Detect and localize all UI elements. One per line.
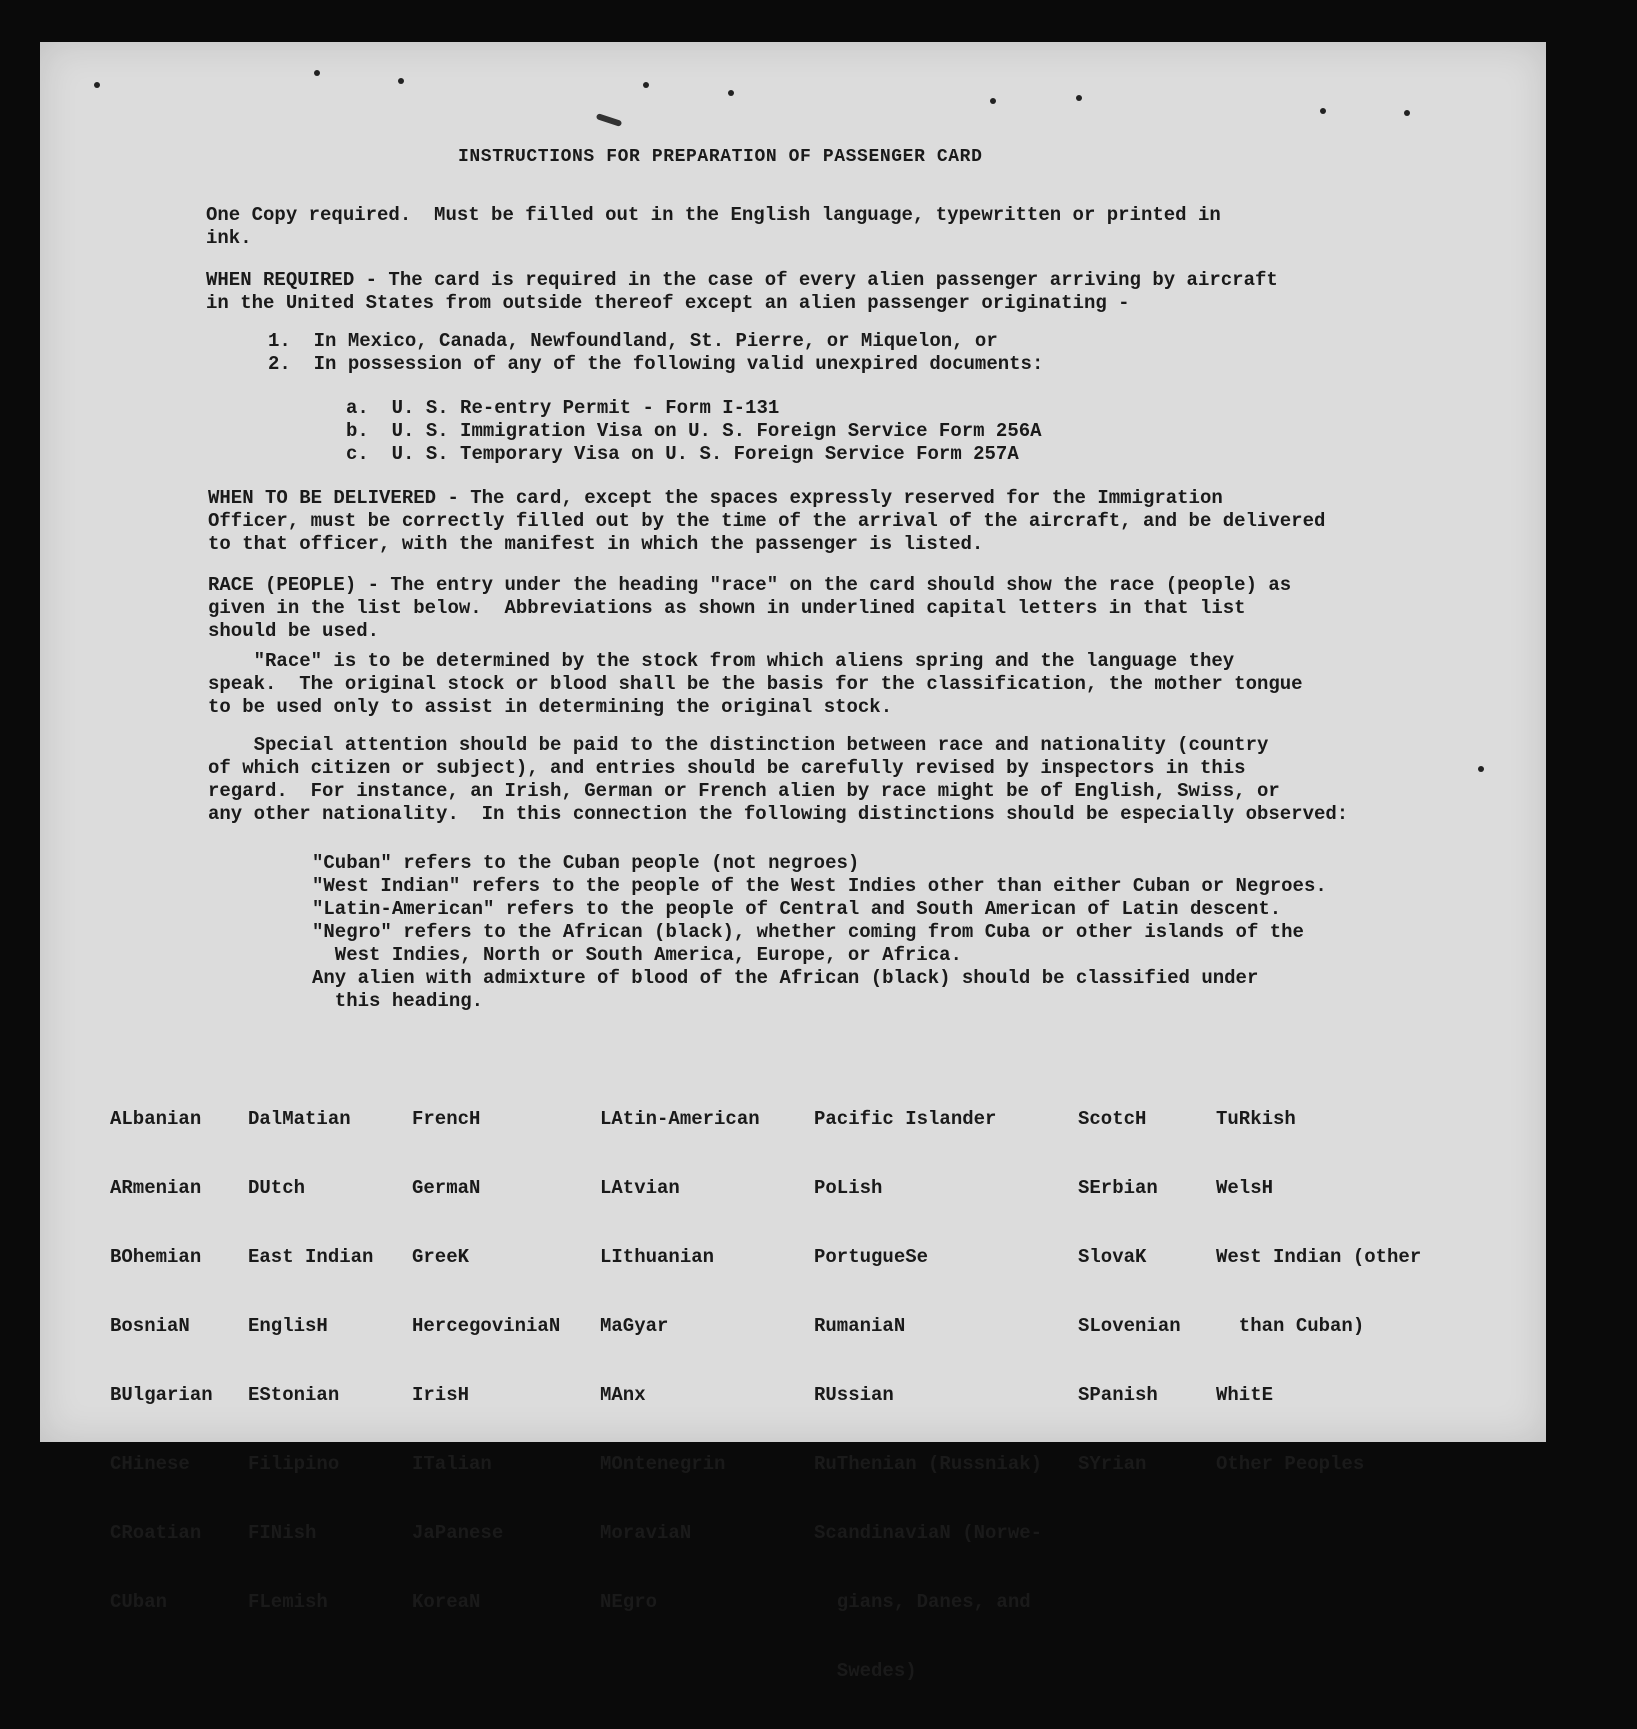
text-line: "Race" is to be determined by the stock from which aliens spring and the language they — [208, 650, 1235, 672]
text-line: ink. — [206, 227, 252, 249]
race-item: ARmenian — [110, 1177, 202, 1199]
when-delivered-paragraph — [208, 487, 1325, 556]
text-line: One Copy required. Must be filled out in the English language, typewritten or printed in — [206, 204, 1221, 226]
race-item: WelsH — [1216, 1177, 1274, 1199]
race-item: than Cuban) — [1216, 1315, 1365, 1337]
text-line: to that officer, with the manifest in which the passenger is listed. — [208, 533, 984, 555]
text-line: should be used. — [208, 620, 380, 642]
race-item: Swedes) — [814, 1660, 917, 1682]
distinctions-list — [312, 852, 1327, 1013]
punch-dot — [94, 82, 100, 88]
race-item: SErbian — [1078, 1177, 1158, 1199]
race-column — [814, 1062, 1042, 1729]
race-item: PortugueSe — [814, 1246, 929, 1268]
race-item: Other Peoples — [1216, 1453, 1365, 1475]
document-page — [40, 42, 1546, 1682]
race-item: BOhemian — [110, 1246, 202, 1268]
text-line: West Indies, North or South America, Europe, or Africa. — [312, 944, 962, 966]
list-text: In possession of any of the following valid unexpired documents: — [313, 353, 1044, 375]
race-item: Filipino — [248, 1453, 340, 1475]
race-item: RUssian — [814, 1384, 894, 1406]
punch-dot — [1478, 766, 1484, 772]
text-line: Any alien with admixture of blood of the African (black) should be classified under — [312, 967, 1259, 989]
race-item: EStonian — [248, 1384, 340, 1406]
list-item — [268, 330, 1043, 353]
race-item: JaPanese — [412, 1522, 504, 1544]
race-item: MOntenegrin — [600, 1453, 726, 1475]
race-column — [248, 1062, 373, 1660]
list-text: U. S. Re-entry Permit - Form I-131 — [391, 397, 780, 419]
text-line: regard. For instance, an Irish, German or French alien by race might be of English, Swiss, or — [208, 780, 1280, 802]
race-item: HercegoviniaN — [412, 1315, 561, 1337]
text-line: Officer, must be correctly filled out by the time of the arrival of the aircraft, and be delivered — [208, 510, 1326, 532]
special-attention-paragraph — [208, 734, 1348, 826]
text-line: RACE (PEOPLE) - The entry under the heading "race" on the card should show the race (people) as — [208, 574, 1292, 596]
race-item: SPanish — [1078, 1384, 1158, 1406]
punch-dot — [398, 78, 404, 84]
list-letter: a. — [346, 397, 369, 419]
race-item: DUtch — [248, 1177, 306, 1199]
race-item: ITalian — [412, 1453, 492, 1475]
text-line: "Negro" refers to the African (black), whether coming from Cuba or other islands of the — [312, 921, 1304, 943]
race-item: ScandinaviaN (Norwe- — [814, 1522, 1043, 1544]
race-item: MoraviaN — [600, 1522, 692, 1544]
race-item: CUban — [110, 1591, 168, 1613]
race-item: TuRkish — [1216, 1108, 1296, 1130]
list-item — [346, 443, 1042, 466]
race-item: IrisH — [412, 1384, 470, 1406]
race-item: KoreaN — [412, 1591, 481, 1613]
text-line: Special attention should be paid to the distinction between race and nationality (country — [208, 734, 1269, 756]
punch-dot — [1320, 108, 1326, 114]
text-line: to be used only to assist in determining the original stock. — [208, 696, 893, 718]
text-line: any other nationality. In this connection the following distinctions should be especially observed: — [208, 803, 1349, 825]
text-line: "Cuban" refers to the Cuban people (not negroes) — [312, 852, 860, 874]
text-line: given in the list below. Abbreviations as shown in underlined capital letters in that list — [208, 597, 1246, 619]
race-item: ALbanian — [110, 1108, 202, 1130]
race-item: gians, Danes, and — [814, 1591, 1031, 1613]
race-item: NEgro — [600, 1591, 658, 1613]
race-item: CRoatian — [110, 1522, 202, 1544]
documents-list — [346, 397, 1042, 466]
race-item: FLemish — [248, 1591, 328, 1613]
race-item: East Indian — [248, 1246, 374, 1268]
list-text: U. S. Immigration Visa on U. S. Foreign Service Form 256A — [391, 420, 1042, 442]
page-title: INSTRUCTIONS FOR PREPARATION OF PASSENGER CARD — [458, 147, 983, 167]
race-column — [110, 1062, 213, 1660]
text-line: "Latin-American" refers to the people of Central and South American of Latin descent. — [312, 898, 1282, 920]
list-letter: b. — [346, 420, 369, 442]
race-item: RumaniaN — [814, 1315, 906, 1337]
when-required-paragraph — [206, 269, 1278, 315]
list-number: 2. — [268, 353, 291, 375]
race-item: BosniaN — [110, 1315, 190, 1337]
text-line: speak. The original stock or blood shall be the basis for the classification, the mother tongue — [208, 673, 1303, 695]
race-defined-paragraph — [208, 650, 1303, 719]
race-column — [1078, 1062, 1181, 1522]
text-line: WHEN TO BE DELIVERED - The card, except the spaces expressly reserved for the Immigration — [208, 487, 1223, 509]
list-letter: c. — [346, 443, 369, 465]
text-line: this heading. — [312, 990, 484, 1012]
race-item: BUlgarian — [110, 1384, 213, 1406]
list-item — [268, 353, 1043, 376]
race-item: SLovenian — [1078, 1315, 1181, 1337]
race-item: LAtvian — [600, 1177, 680, 1199]
race-item: LIthuanian — [600, 1246, 715, 1268]
race-item: MaGyar — [600, 1315, 669, 1337]
numbered-list — [268, 330, 1043, 376]
race-item: MAnx — [600, 1384, 646, 1406]
race-item: GreeK — [412, 1246, 470, 1268]
race-item: EnglisH — [248, 1315, 328, 1337]
race-item: ScotcH — [1078, 1108, 1147, 1130]
stray-mark — [596, 113, 623, 127]
race-column — [1216, 1062, 1421, 1522]
punch-dot — [1404, 110, 1410, 116]
race-item: FINish — [248, 1522, 317, 1544]
intro-paragraph — [206, 204, 1221, 250]
text-line: WHEN REQUIRED - The card is required in the case of every alien passenger arriving by aircraft — [206, 269, 1278, 291]
list-number: 1. — [268, 330, 291, 352]
list-item — [346, 397, 1042, 420]
race-item: DalMatian — [248, 1108, 351, 1130]
race-item: SlovaK — [1078, 1246, 1147, 1268]
race-item: FrencH — [412, 1108, 481, 1130]
race-item: SYrian — [1078, 1453, 1147, 1475]
list-item — [346, 420, 1042, 443]
punch-dot — [990, 98, 996, 104]
punch-dot — [1076, 95, 1082, 101]
punch-dot — [728, 90, 734, 96]
punch-dot — [643, 82, 649, 88]
punch-dot — [314, 70, 320, 76]
list-text: In Mexico, Canada, Newfoundland, St. Pierre, or Miquelon, or — [313, 330, 998, 352]
race-item: CHinese — [110, 1453, 190, 1475]
race-item: LAtin-American — [600, 1108, 760, 1130]
race-people-paragraph — [208, 574, 1291, 643]
race-item: Pacific Islander — [814, 1108, 997, 1130]
race-item: GermaN — [412, 1177, 481, 1199]
race-item: WhitE — [1216, 1384, 1274, 1406]
race-column — [600, 1062, 760, 1660]
list-text: U. S. Temporary Visa on U. S. Foreign Service Form 257A — [391, 443, 1019, 465]
race-column — [412, 1062, 560, 1660]
race-item: PoLish — [814, 1177, 883, 1199]
text-line: of which citizen or subject), and entries should be carefully revised by inspectors in this — [208, 757, 1246, 779]
text-line: "West Indian" refers to the people of the West Indies other than either Cuban or Negroes. — [312, 875, 1327, 897]
race-item: West Indian (other — [1216, 1246, 1422, 1268]
text-line: in the United States from outside thereof except an alien passenger originating - — [206, 292, 1130, 314]
race-item: RuThenian (Russniak) — [814, 1453, 1043, 1475]
